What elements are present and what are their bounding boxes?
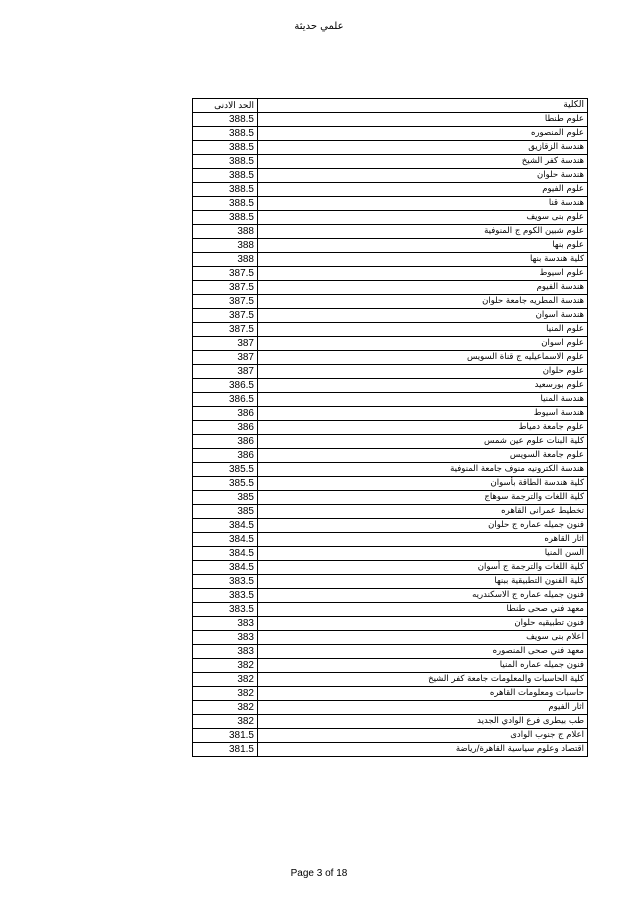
table-row bbox=[193, 519, 588, 533]
table-row bbox=[193, 309, 588, 323]
faculty-cell: كلية البنات علوم عين شمس bbox=[258, 435, 588, 449]
faculty-cell: فنون جميله عماره ج الاسكندريه bbox=[258, 589, 588, 603]
table-row bbox=[193, 225, 588, 239]
min-score-cell: 387.5 bbox=[193, 309, 258, 323]
table-row bbox=[193, 169, 588, 183]
min-score-cell: 382 bbox=[193, 715, 258, 729]
table-row bbox=[193, 603, 588, 617]
min-score-cell: 382 bbox=[193, 687, 258, 701]
faculty-cell: تخطيط عمرانى القاهره bbox=[258, 505, 588, 519]
table-row bbox=[193, 575, 588, 589]
faculty-cell: كلية الحاسبات والمعلومات جامعة كفر الشيخ bbox=[258, 673, 588, 687]
faculty-cell: معهد فني صحى طنطا bbox=[258, 603, 588, 617]
faculty-cell: علوم المنيا bbox=[258, 323, 588, 337]
table-row bbox=[193, 617, 588, 631]
min-score-cell: 385 bbox=[193, 505, 258, 519]
min-score-cell: 388.5 bbox=[193, 197, 258, 211]
table-row bbox=[193, 253, 588, 267]
min-score-cell: 387 bbox=[193, 351, 258, 365]
faculty-cell: علوم حلوان bbox=[258, 365, 588, 379]
faculty-cell: معهد فني صحى المنصوره bbox=[258, 645, 588, 659]
faculty-cell: علوم جامعة السويس bbox=[258, 449, 588, 463]
table-row bbox=[193, 211, 588, 225]
min-score-cell: 384.5 bbox=[193, 561, 258, 575]
table-row bbox=[193, 645, 588, 659]
page-header: علمي حديثة bbox=[294, 21, 344, 32]
faculty-cell: علوم الفيوم bbox=[258, 183, 588, 197]
min-score-cell: 382 bbox=[193, 659, 258, 673]
table-row bbox=[193, 491, 588, 505]
faculty-cell: طب بيطرى فرع الوادي الجديد bbox=[258, 715, 588, 729]
faculty-cell: هندسة حلوان bbox=[258, 169, 588, 183]
faculty-cell: السن المنيا bbox=[258, 547, 588, 561]
table-row bbox=[193, 239, 588, 253]
faculty-cell: اعلام بنى سويف bbox=[258, 631, 588, 645]
min-score-cell: 381.5 bbox=[193, 743, 258, 757]
min-score-cell: 383.5 bbox=[193, 575, 258, 589]
min-score-cell: 388 bbox=[193, 225, 258, 239]
min-score-cell: 383 bbox=[193, 617, 258, 631]
table-row bbox=[193, 295, 588, 309]
min-score-cell: 382 bbox=[193, 701, 258, 715]
table-row bbox=[193, 421, 588, 435]
table-row bbox=[193, 393, 588, 407]
table-row bbox=[193, 127, 588, 141]
faculty-cell: علوم اسوان bbox=[258, 337, 588, 351]
table-row bbox=[193, 631, 588, 645]
table-row bbox=[193, 183, 588, 197]
min-score-cell: 388.5 bbox=[193, 127, 258, 141]
min-score-cell: 387.5 bbox=[193, 295, 258, 309]
table-header-row bbox=[193, 99, 588, 113]
faculty-cell: كلية الفنون التطبيقية ببنها bbox=[258, 575, 588, 589]
table-row bbox=[193, 407, 588, 421]
min-score-cell: 385 bbox=[193, 491, 258, 505]
table-row bbox=[193, 547, 588, 561]
column-header-faculty: الكلية bbox=[258, 99, 588, 113]
min-score-cell: 388 bbox=[193, 239, 258, 253]
faculty-cell: هندسة الكترونيه منوف جامعة المنوفية bbox=[258, 463, 588, 477]
min-score-cell: 387.5 bbox=[193, 323, 258, 337]
table-row bbox=[193, 197, 588, 211]
table-row bbox=[193, 477, 588, 491]
table-row bbox=[193, 155, 588, 169]
faculty-cell: كلية اللغات والترجمة سوهاج bbox=[258, 491, 588, 505]
faculty-cell: هندسة المنيا bbox=[258, 393, 588, 407]
min-score-cell: 388 bbox=[193, 253, 258, 267]
min-score-cell: 388.5 bbox=[193, 169, 258, 183]
faculty-cell: علوم بنى سويف bbox=[258, 211, 588, 225]
faculty-cell: كلية اللغات والترجمة ج أسوان bbox=[258, 561, 588, 575]
faculty-cell: كلية هندسة بنها bbox=[258, 253, 588, 267]
faculty-cell: اثار القاهره bbox=[258, 533, 588, 547]
min-score-cell: 388.5 bbox=[193, 155, 258, 169]
table-row bbox=[193, 701, 588, 715]
min-score-cell: 387 bbox=[193, 337, 258, 351]
faculty-cell: اثار الفيوم bbox=[258, 701, 588, 715]
faculty-cell: علوم بورسعيد bbox=[258, 379, 588, 393]
faculty-cell: علوم الاسماعيليه ج قناة السويس bbox=[258, 351, 588, 365]
min-score-cell: 386 bbox=[193, 449, 258, 463]
min-score-cell: 387 bbox=[193, 365, 258, 379]
column-header-min-score: الحد الادنى bbox=[193, 99, 258, 113]
min-score-cell: 384.5 bbox=[193, 533, 258, 547]
min-score-cell: 386 bbox=[193, 435, 258, 449]
table-row bbox=[193, 561, 588, 575]
table-row bbox=[193, 379, 588, 393]
table-row bbox=[193, 323, 588, 337]
table-row bbox=[193, 589, 588, 603]
min-score-cell: 384.5 bbox=[193, 519, 258, 533]
table-row bbox=[193, 337, 588, 351]
faculty-cell: هندسة اسوان bbox=[258, 309, 588, 323]
faculty-cell: هندسة المطريه جامعة حلوان bbox=[258, 295, 588, 309]
min-score-cell: 383 bbox=[193, 631, 258, 645]
min-score-cell: 388.5 bbox=[193, 183, 258, 197]
min-score-cell: 387.5 bbox=[193, 267, 258, 281]
table-row bbox=[193, 463, 588, 477]
faculty-cell: هندسة الزقازيق bbox=[258, 141, 588, 155]
table-row bbox=[193, 141, 588, 155]
page-footer: Page 3 of 18 bbox=[290, 868, 348, 879]
min-score-cell: 385.5 bbox=[193, 463, 258, 477]
table-row bbox=[193, 351, 588, 365]
faculty-cell: علوم شبين الكوم ج المنوفية bbox=[258, 225, 588, 239]
table-row bbox=[193, 365, 588, 379]
table-body bbox=[193, 99, 588, 757]
min-score-cell: 384.5 bbox=[193, 547, 258, 561]
table-row bbox=[193, 673, 588, 687]
faculty-cell: هندسة الفيوم bbox=[258, 281, 588, 295]
faculty-cell: اعلام ج جنوب الوادى bbox=[258, 729, 588, 743]
min-score-cell: 386 bbox=[193, 407, 258, 421]
table-row bbox=[193, 281, 588, 295]
faculty-cell: اقتصاد وعلوم سياسية القاهرة/رياضة bbox=[258, 743, 588, 757]
faculty-cell: علوم اسيوط bbox=[258, 267, 588, 281]
table-row bbox=[193, 533, 588, 547]
faculty-cell: هندسة اسيوط bbox=[258, 407, 588, 421]
table-row bbox=[193, 435, 588, 449]
min-score-cell: 387.5 bbox=[193, 281, 258, 295]
faculty-cell: حاسبات ومعلومات القاهره bbox=[258, 687, 588, 701]
faculty-cell: هندسة قنا bbox=[258, 197, 588, 211]
table-row bbox=[193, 267, 588, 281]
faculty-cell: علوم جامعة دمياط bbox=[258, 421, 588, 435]
table-row bbox=[193, 659, 588, 673]
min-score-cell: 383.5 bbox=[193, 589, 258, 603]
table-row bbox=[193, 449, 588, 463]
table-row bbox=[193, 505, 588, 519]
min-score-cell: 385.5 bbox=[193, 477, 258, 491]
min-score-cell: 388.5 bbox=[193, 141, 258, 155]
table-row bbox=[193, 743, 588, 757]
table-row bbox=[193, 715, 588, 729]
admission-table bbox=[192, 98, 588, 757]
min-score-cell: 383.5 bbox=[193, 603, 258, 617]
faculty-cell: علوم المنصوره bbox=[258, 127, 588, 141]
table-row bbox=[193, 687, 588, 701]
faculty-cell: علوم بنها bbox=[258, 239, 588, 253]
faculty-cell: فنون جميله عماره المنيا bbox=[258, 659, 588, 673]
faculty-cell: هندسة كفر الشيخ bbox=[258, 155, 588, 169]
min-score-cell: 386.5 bbox=[193, 393, 258, 407]
table-row bbox=[193, 729, 588, 743]
faculty-cell: فنون جميله عماره ج حلوان bbox=[258, 519, 588, 533]
min-score-cell: 388.5 bbox=[193, 113, 258, 127]
faculty-cell: كلية هندسة الطاقة بأسوان bbox=[258, 477, 588, 491]
min-score-cell: 381.5 bbox=[193, 729, 258, 743]
min-score-cell: 388.5 bbox=[193, 211, 258, 225]
min-score-cell: 386 bbox=[193, 421, 258, 435]
faculty-cell: فنون تطبيقيه حلوان bbox=[258, 617, 588, 631]
min-score-cell: 383 bbox=[193, 645, 258, 659]
min-score-cell: 386.5 bbox=[193, 379, 258, 393]
faculty-cell: علوم طنطا bbox=[258, 113, 588, 127]
table-row bbox=[193, 113, 588, 127]
min-score-cell: 382 bbox=[193, 673, 258, 687]
